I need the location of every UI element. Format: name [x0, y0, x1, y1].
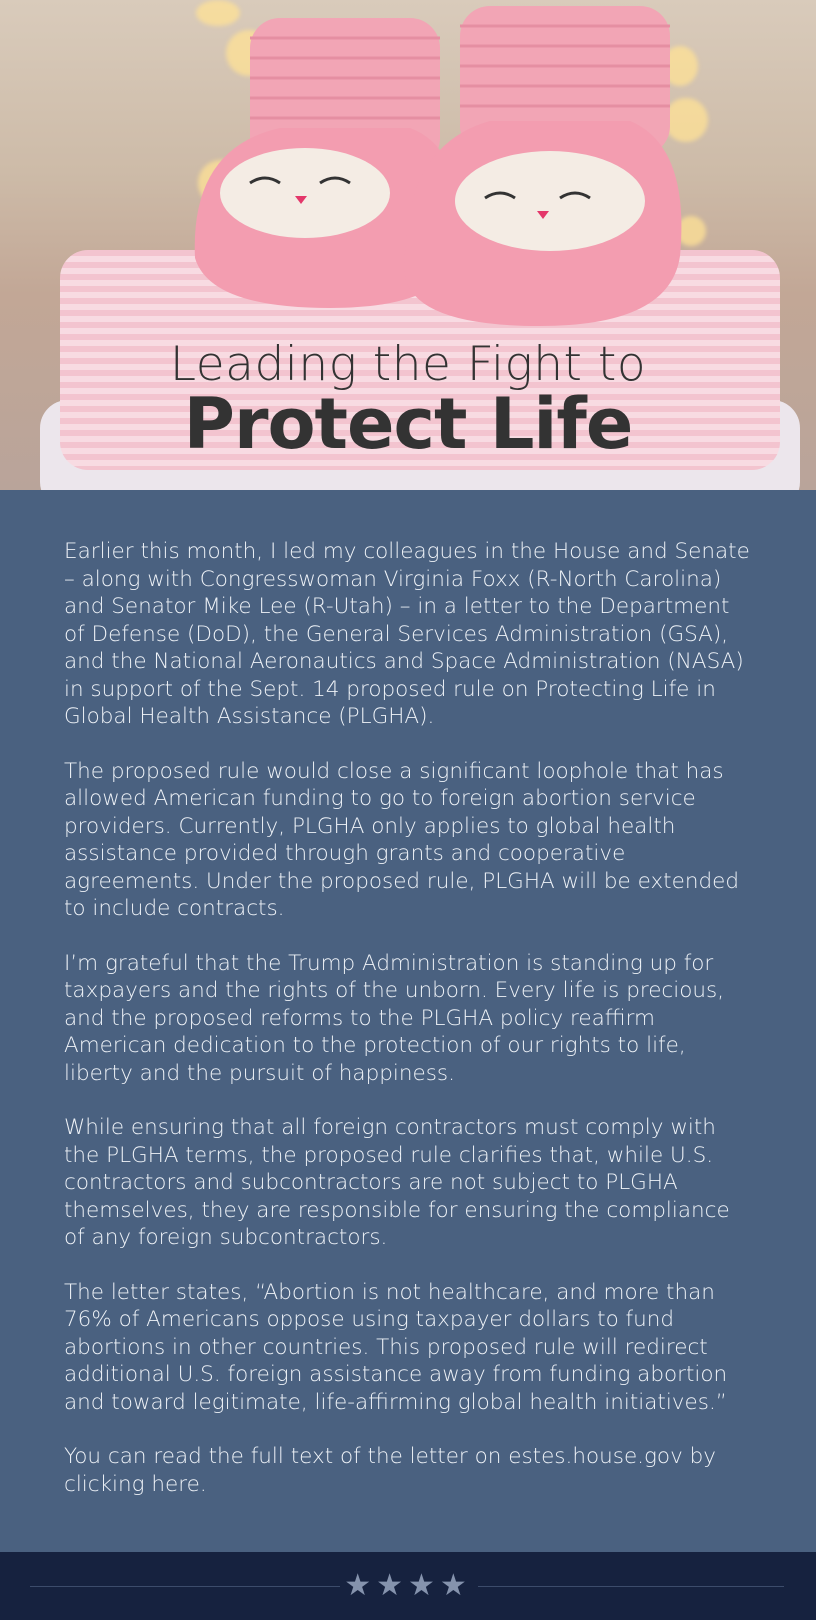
article-text: [64, 538, 754, 1525]
closing-period: .: [199, 1471, 207, 1497]
closing-text: You can read the full text of the letter on estes.house.gov by: [64, 1444, 716, 1469]
divider-right: [478, 1586, 784, 1587]
paragraph: I’m grateful that the Trump Administration is standing up for taxpayers and the rights of the unborn. Every life is precious, and the proposed reforms to the PLGHA policy reaffirm American dedication to the protection of our rights to life, liberty and the pursuit of happiness.: [64, 950, 725, 1086]
hero-title-line1: Leading the Fight to: [169, 337, 647, 392]
stars-decoration: ★★★★: [344, 1568, 472, 1603]
article-body: [0, 490, 816, 1552]
hero-title-line2: Protect Life: [183, 383, 633, 466]
paragraph: While ensuring that all foreign contractors must comply with the PLGHA terms, the proposed rule clarifies that, while U.S. contractors and subcontractors are not subject to PLGHA themselves, they are responsible for ensuring the compliance of any foreign subcontractors.: [64, 1115, 730, 1250]
divider-left: [30, 1586, 340, 1587]
paragraph: Earlier this month, I led my colleagues in the House and Senate – along with Congresswoman Virginia Foxx (R-North Carolina) and Senator Mike Lee (R-Utah) – in a letter to the Department of Defense (DoD), the General Services Administration (GSA), and the National Aeronautics and Space Administration (NASA) in support of the Sept. 14 proposed rule on Protecting Life in Global Health Assistance (PLGHA).: [64, 539, 750, 729]
hero-image: [0, 0, 816, 490]
paragraph: The proposed rule would close a significant loophole that has allowed American funding to go to foreign abortion service providers. Currently, PLGHA only applies to global health assistance provided through grants and cooperative agreements. Under the proposed rule, PLGHA will be extended to include contracts.: [64, 758, 739, 921]
footer: [0, 1552, 816, 1620]
paragraph: The letter states, “Abortion is not healthcare, and more than 76% of Americans oppose using taxpayer dollars to fund abortions in other countries. This proposed rule will redirect additional U.S. foreign assistance away from funding abortion and toward legitimate, life-affirming global health initiatives.”: [64, 1279, 728, 1415]
hero-title: [0, 337, 816, 466]
letter-link[interactable]: clicking here: [64, 1471, 200, 1497]
closing-paragraph: [64, 1443, 754, 1498]
baby-bootie-right: [400, 6, 690, 336]
